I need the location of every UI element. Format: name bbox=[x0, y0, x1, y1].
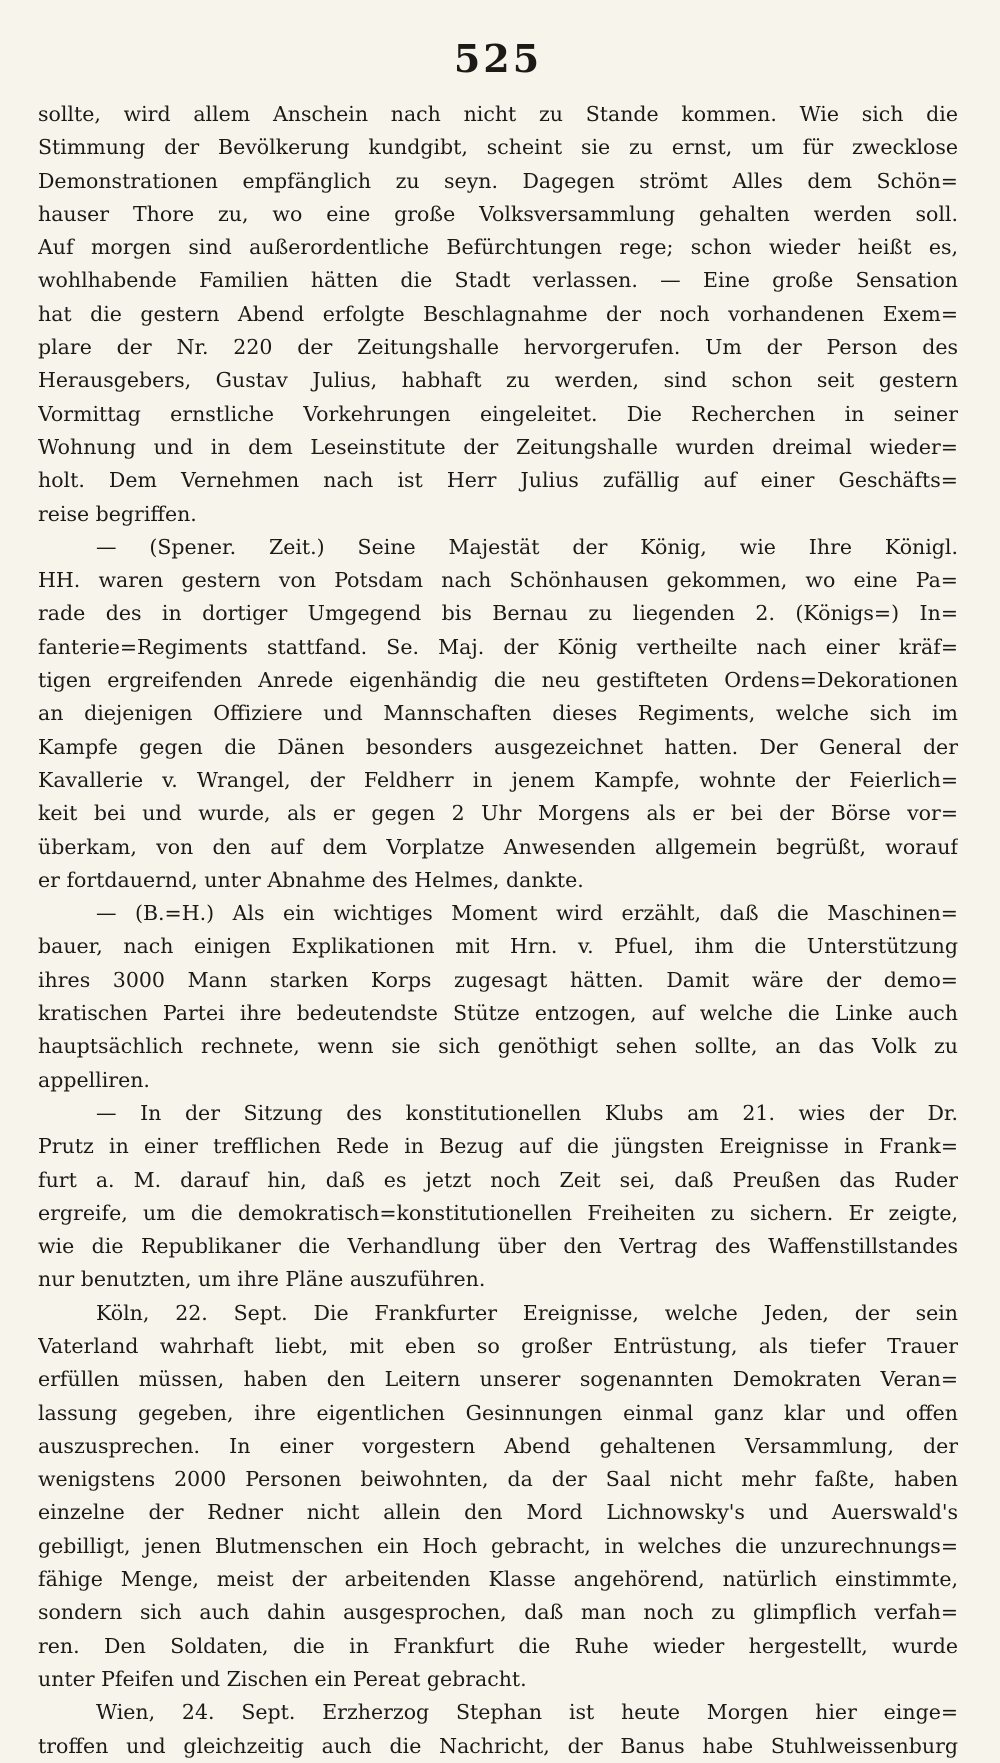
text-line: — (Spener. Zeit.) Seine Majestät der König, wie Ihre Königl. bbox=[96, 534, 958, 559]
text-line: reise begriffen. bbox=[38, 501, 197, 526]
text-line: Kampfe gegen die Dänen besonders ausgezeichnet hatten. Der General der bbox=[38, 734, 958, 759]
text-line: troffen und gleichzeitig auch die Nachricht, der Banus habe Stuhlweissenburg bbox=[38, 1733, 958, 1758]
text-line: holt. Dem Vernehmen nach ist Herr Julius zufällig auf einer Geschäfts= bbox=[38, 468, 958, 493]
text-line: lassung gegeben, ihre eigentlichen Gesinnungen einmal ganz klar und offen bbox=[38, 1400, 958, 1425]
text-line: Vormittag ernstliche Vorkehrungen eingeleitet. Die Recherchen in seiner bbox=[38, 401, 958, 426]
text-line: plare der Nr. 220 der Zeitungshalle hervorgerufen. Um der Person des bbox=[38, 335, 958, 360]
text-line: nur benutzten, um ihre Pläne auszuführen. bbox=[38, 1267, 486, 1292]
text-line: ihres 3000 Mann starken Korps zugesagt hätten. Damit wäre der demo= bbox=[38, 967, 958, 992]
text-line: hauser Thore zu, wo eine große Volksversammlung gehalten werden soll. bbox=[38, 201, 958, 226]
text-line: — In der Sitzung des konstitutionellen Klubs am 21. wies der Dr. bbox=[96, 1100, 958, 1125]
text-line: wenigstens 2000 Personen beiwohnten, da der Saal nicht mehr faßte, haben bbox=[38, 1467, 958, 1492]
text-line: bauer, nach einigen Explikationen mit Hrn. v. Pfuel, ihm die Unterstützung bbox=[38, 934, 958, 959]
text-line: Kavallerie v. Wrangel, der Feldherr in jenem Kampfe, wohnte der Feierlich= bbox=[38, 767, 958, 792]
newspaper-page bbox=[38, 28, 958, 1758]
text-line: — (B.=H.) Als ein wichtiges Moment wird erzählt, daß die Maschinen= bbox=[96, 901, 958, 926]
page-number: 525 bbox=[453, 36, 543, 81]
text-line: Vaterland wahrhaft liebt, mit eben so großer Entrüstung, als tiefer Trauer bbox=[38, 1333, 958, 1358]
text-line: wohlhabende Familien hätten die Stadt verlassen. — Eine große Sensation bbox=[38, 268, 958, 293]
text-line: Auf morgen sind außerordentliche Befürchtungen rege; schon wieder heißt es, bbox=[38, 235, 958, 260]
text-line: HH. waren gestern von Potsdam nach Schönhausen gekommen, wo eine Pa= bbox=[38, 568, 958, 593]
text-line: rade des in dortiger Umgegend bis Bernau zu liegenden 2. (Königs=) In= bbox=[38, 601, 958, 626]
text-line: ergreife, um die demokratisch=konstitutionellen Freiheiten zu sichern. Er zeigte, bbox=[38, 1200, 958, 1225]
text-line: sollte, wird allem Anschein nach nicht zu Stande kommen. Wie sich die bbox=[38, 102, 958, 126]
text-line: fanterie=Regiments stattfand. Se. Maj. der König vertheilte nach einer kräf= bbox=[38, 634, 958, 659]
text-line: furt a. M. darauf hin, daß es jetzt noch Zeit sei, daß Preußen das Ruder bbox=[38, 1167, 958, 1192]
text-line: wie die Republikaner die Verhandlung über den Vertrag des Waffenstillstandes bbox=[38, 1234, 958, 1259]
text-line: Köln, 22. Sept. Die Frankfurter Ereignisse, welche Jeden, der sein bbox=[96, 1300, 958, 1325]
text-line: einzelne der Redner nicht allein den Mord Lichnowsky's und Auerswald's bbox=[38, 1500, 958, 1525]
text-line: erfüllen müssen, haben den Leitern unserer sogenannten Demokraten Veran= bbox=[38, 1367, 958, 1392]
text-line: kratischen Partei ihre bedeutendste Stütze entzogen, auf welche die Linke auch bbox=[38, 1001, 958, 1026]
article-body bbox=[38, 98, 958, 1763]
text-line: ren. Den Soldaten, die in Frankfurt die Ruhe wieder hergestellt, wurde bbox=[38, 1633, 958, 1658]
text-line: hat die gestern Abend erfolgte Beschlagnahme der noch vorhandenen Exem= bbox=[38, 301, 958, 326]
text-line: appelliren. bbox=[38, 1067, 150, 1092]
text-line: er fortdauernd, unter Abnahme des Helmes, dankte. bbox=[38, 867, 584, 892]
text-line: sondern sich auch dahin ausgesprochen, daß man noch zu glimpflich verfah= bbox=[38, 1600, 958, 1625]
text-line: auszusprechen. In einer vorgestern Abend gehaltenen Versammlung, der bbox=[38, 1433, 958, 1458]
text-line: keit bei und wurde, als er gegen 2 Uhr Morgens als er bei der Börse vor= bbox=[38, 801, 958, 826]
text-line: Wohnung und in dem Leseinstitute der Zeitungshalle wurden dreimal wieder= bbox=[38, 434, 958, 459]
text-line: Demonstrationen empfänglich zu seyn. Dagegen strömt Alles dem Schön= bbox=[38, 168, 958, 193]
text-line: Prutz in einer trefflichen Rede in Bezug auf die jüngsten Ereignisse in Frank= bbox=[38, 1134, 958, 1159]
text-line: Herausgebers, Gustav Julius, habhaft zu werden, sind schon seit gestern bbox=[38, 368, 958, 393]
text-line: hauptsächlich rechnete, wenn sie sich genöthigt sehen sollte, an das Volk zu bbox=[38, 1034, 958, 1059]
text-line: gebilligt, jenen Blutmenschen ein Hoch gebracht, in welches die unzurechnungs= bbox=[38, 1533, 958, 1558]
text-line: überkam, von den auf dem Vorplatze Anwesenden allgemein begrüßt, worauf bbox=[38, 834, 958, 859]
text-line: tigen ergreifenden Anrede eigenhändig die neu gestifteten Ordens=Dekorationen bbox=[38, 668, 958, 693]
text-line: Stimmung der Bevölkerung kundgibt, scheint sie zu ernst, um für zwecklose bbox=[38, 135, 958, 160]
text-line: Wien, 24. Sept. Erzherzog Stephan ist heute Morgen hier einge= bbox=[96, 1700, 958, 1725]
text-line: unter Pfeifen und Zischen ein Pereat gebracht. bbox=[38, 1666, 527, 1691]
text-line: an diejenigen Offiziere und Mannschaften dieses Regiments, welche sich im bbox=[38, 701, 958, 726]
text-line: fähige Menge, meist der arbeitenden Klasse angehörend, natürlich einstimmte, bbox=[38, 1567, 958, 1592]
